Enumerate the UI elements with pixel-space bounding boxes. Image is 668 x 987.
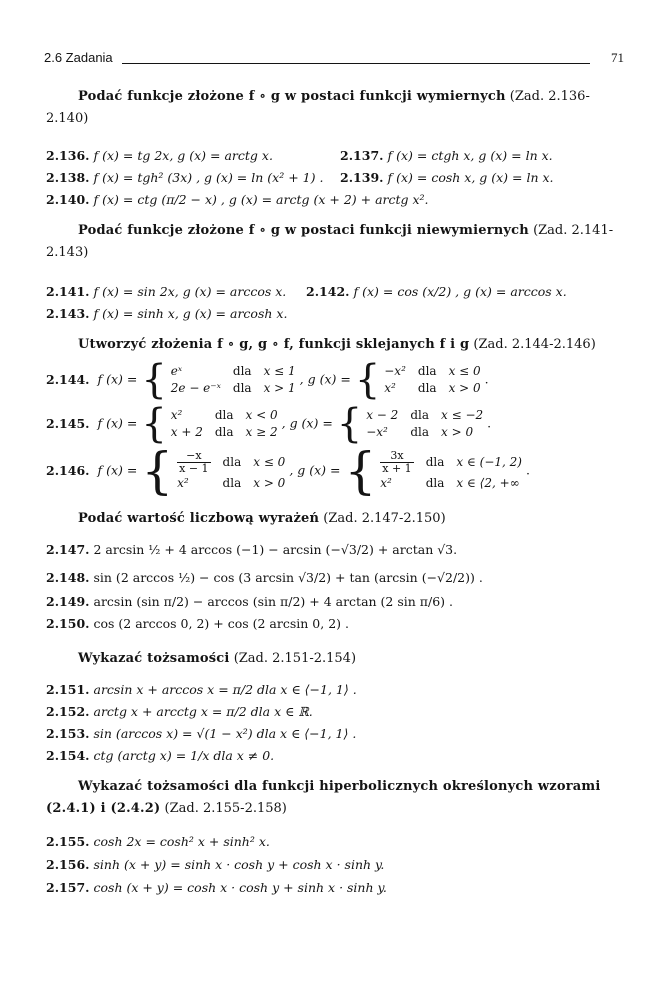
left-brace: {	[141, 401, 167, 447]
exercise-text: f (x) = sin 2x, g (x) = arccos x.	[93, 284, 287, 299]
f-piecewise	[171, 407, 278, 441]
exercise-number: 2.140.	[46, 192, 90, 207]
intro-irrational-bold: Podać funkcje złożone f ∘ g w postaci funkcji niewymiernych	[78, 223, 529, 238]
left-brace: {	[141, 442, 174, 500]
end-punct: .	[484, 371, 489, 387]
case-dla: dla	[425, 455, 445, 469]
f-label: f (x) =	[97, 462, 138, 478]
exercise-2-149	[46, 594, 453, 609]
case-dla: dla	[222, 476, 242, 490]
exercise-number: 2.155.	[46, 834, 90, 849]
fraction	[380, 450, 413, 475]
exercise-number: 2.143.	[46, 306, 90, 321]
case-dla: dla	[417, 381, 437, 395]
intro-irrational-range: (Zad. 2.141-2.143)	[46, 223, 614, 260]
case-dla: dla	[232, 364, 252, 378]
case-cond: x > 0	[441, 425, 474, 439]
case-expr: x²	[380, 476, 392, 490]
exercise-number: 2.141.	[46, 284, 90, 299]
f-piecewise	[171, 363, 296, 397]
fraction-denominator: x + 1	[382, 462, 412, 475]
case-dla: dla	[417, 364, 437, 378]
exercise-2-140	[46, 192, 429, 207]
case-cond: x ≤ 0	[448, 364, 481, 378]
intro-hyperbolic-bold: Wykazać tożsamości dla funkcji hiperbolicznych określonych wzorami (2.4.1) i (2.4.2)	[46, 779, 601, 816]
case-dla: dla	[425, 476, 445, 490]
exercise-number: 2.146.	[46, 462, 90, 478]
case-expr: x + 2	[170, 425, 203, 439]
case-expr: x²	[170, 408, 183, 422]
exercise-number: 2.153.	[46, 726, 90, 741]
exercise-number: 2.148.	[46, 570, 90, 585]
left-brace: {	[354, 357, 381, 403]
exercise-text: f (x) = tgh² (3x) , g (x) = ln (x² + 1) .	[93, 170, 324, 185]
exercise-text: sin (arccos x) = √(1 − x²) dla x ∈ ⟨−1, 1⟩ .	[93, 726, 357, 741]
exercise-2-141	[46, 284, 286, 299]
page-number: 71	[611, 50, 624, 65]
intro-rational-bold: Podać funkcje złożone f ∘ g w postaci funkcji wymiernych	[78, 89, 506, 104]
exercise-2-156	[46, 857, 384, 872]
left-brace: {	[344, 442, 377, 500]
exercise-text: cosh (x + y) = cosh x · cosh y + sinh x · sinh y.	[93, 880, 387, 895]
f-piecewise	[177, 450, 285, 492]
case-dla: dla	[222, 455, 242, 469]
intro-values-range: (Zad. 2.147-2.150)	[323, 511, 446, 526]
case-dla: dla	[232, 381, 252, 395]
left-brace: {	[141, 357, 167, 403]
exercise-2-154	[46, 748, 274, 763]
running-header	[44, 50, 624, 68]
intro-identities	[46, 648, 618, 670]
g-piecewise	[366, 407, 483, 441]
exercise-2-153	[46, 726, 356, 741]
exercise-text: cos (2 arccos 0, 2) + cos (2 arcsin 0, 2) .	[93, 616, 349, 631]
exercise-2-137	[340, 148, 553, 163]
case-cond: x ∈ (−1, 2)	[456, 455, 522, 469]
fraction-numerator: 3x	[380, 450, 413, 463]
exercise-text: sin (2 arccos ½) − cos (3 arcsin √3/2) + tan (arcsin (−√2/2)) .	[93, 570, 483, 585]
header-rule	[122, 63, 590, 64]
exercise-number: 2.137.	[340, 148, 384, 163]
case-cond: x ≤ 1	[263, 364, 296, 378]
exercise-text: cosh 2x = cosh² x + sinh² x.	[93, 834, 270, 849]
g-piecewise	[384, 363, 480, 397]
case-dla: dla	[214, 425, 234, 439]
case-expr: x²	[384, 381, 396, 395]
exercise-2-142	[306, 284, 567, 299]
section-title: 2.6 Zadania	[44, 50, 113, 65]
exercise-number: 2.157.	[46, 880, 90, 895]
case-dla: dla	[410, 425, 429, 439]
intro-identities-range: (Zad. 2.151-2.154)	[233, 651, 357, 666]
exercise-number: 2.142.	[306, 284, 350, 299]
f-label: f (x) =	[97, 415, 138, 431]
exercise-text: f (x) = ctg (π/2 − x) , g (x) = arctg (x + 2) + arctg x².	[93, 192, 429, 207]
intro-irrational	[46, 220, 618, 264]
end-punct: .	[525, 462, 530, 478]
exercise-number: 2.152.	[46, 704, 90, 719]
exercise-number: 2.147.	[46, 542, 90, 557]
exercise-number: 2.151.	[46, 682, 90, 697]
exercise-2-152	[46, 704, 313, 719]
g-piecewise	[380, 450, 522, 492]
exercise-text: f (x) = ctgh x, g (x) = ln x.	[387, 148, 553, 163]
exercise-2-151	[46, 682, 357, 697]
case-dla: dla	[214, 408, 234, 422]
case-expr: −x²	[366, 425, 388, 439]
g-label: , g (x) =	[299, 371, 351, 387]
intro-piecewise-range: (Zad. 2.144-2.146)	[473, 337, 596, 352]
fraction	[177, 450, 210, 475]
exercise-2-155	[46, 834, 270, 849]
exercise-2-148	[46, 570, 483, 585]
case-cond: x ≤ −2	[441, 408, 484, 422]
left-brace: {	[336, 401, 363, 447]
exercise-2-138	[46, 170, 323, 185]
case-cond: x ≥ 2	[245, 425, 278, 439]
case-cond: x > 0	[448, 381, 481, 395]
intro-hyperbolic-range: (Zad. 2.155-2.158)	[164, 801, 287, 816]
exercise-text: f (x) = sinh x, g (x) = arcosh x.	[93, 306, 288, 321]
case-expr: x²	[177, 476, 189, 490]
exercise-2-144	[46, 357, 489, 403]
case-expr: −x²	[384, 364, 406, 378]
exercise-2-147	[46, 542, 457, 557]
exercise-number: 2.145.	[46, 415, 90, 431]
exercise-text: f (x) = cosh x, g (x) = ln x.	[387, 170, 554, 185]
exercise-text: 2 arcsin ½ + 4 arccos (−1) − arcsin (−√3/2) + arctan √3.	[93, 542, 458, 557]
case-cond: x > 0	[253, 476, 286, 490]
fraction-denominator: x − 1	[179, 462, 209, 475]
case-dla: dla	[410, 408, 429, 422]
exercise-text: arcsin x + arccos x = π/2 dla x ∈ ⟨−1, 1⟩ .	[93, 682, 357, 697]
intro-values-bold: Podać wartość liczbową wyrażeń	[78, 511, 320, 526]
exercise-2-136	[46, 148, 273, 163]
intro-rational-range: (Zad. 2.136-2.140)	[46, 89, 590, 126]
exercise-2-145	[46, 401, 492, 447]
g-label: , g (x) =	[281, 415, 333, 431]
case-cond: x ≤ 0	[253, 455, 286, 469]
f-label: f (x) =	[97, 371, 138, 387]
intro-piecewise	[46, 334, 618, 356]
exercise-text: sinh (x + y) = sinh x · cosh y + cosh x · sinh y.	[93, 857, 385, 872]
case-cond: x < 0	[245, 408, 278, 422]
exercise-text: arcsin (sin π/2) − arccos (sin π/2) + 4 arctan (2 sin π/6) .	[93, 594, 453, 609]
exercise-number: 2.138.	[46, 170, 90, 185]
case-expr: 2e − e⁻ˣ	[170, 381, 221, 395]
exercise-text: f (x) = tg 2x, g (x) = arctg x.	[93, 148, 273, 163]
exercise-2-143	[46, 306, 287, 321]
intro-hyperbolic	[46, 776, 618, 820]
exercise-text: ctg (arctg x) = 1/x dla x ≠ 0.	[93, 748, 275, 763]
fraction-numerator: −x	[177, 450, 210, 463]
exercise-2-146	[46, 442, 530, 500]
exercise-2-139	[340, 170, 554, 185]
exercise-number: 2.136.	[46, 148, 90, 163]
case-cond: x ∈ ⟨2, +∞	[456, 476, 520, 490]
exercise-number: 2.150.	[46, 616, 90, 631]
exercise-text: arctg x + arcctg x = π/2 dla x ∈ ℝ.	[93, 704, 313, 719]
exercise-2-150	[46, 616, 349, 631]
exercise-number: 2.156.	[46, 857, 90, 872]
intro-identities-bold: Wykazać tożsamości	[78, 651, 230, 666]
exercise-number: 2.139.	[340, 170, 384, 185]
case-expr: x − 2	[366, 408, 399, 422]
exercise-2-157	[46, 880, 387, 895]
intro-rational	[46, 86, 618, 130]
case-expr: eˣ	[170, 364, 183, 378]
exercise-text: f (x) = cos (x/2) , g (x) = arccos x.	[353, 284, 567, 299]
exercise-number: 2.149.	[46, 594, 90, 609]
exercise-number: 2.144.	[46, 371, 90, 387]
case-cond: x > 1	[263, 381, 296, 395]
end-punct: .	[487, 415, 492, 431]
g-label: , g (x) =	[289, 462, 341, 478]
intro-piecewise-bold: Utworzyć złożenia f ∘ g, g ∘ f, funkcji sklejanych f i g	[78, 337, 470, 352]
intro-values	[46, 508, 618, 530]
exercise-number: 2.154.	[46, 748, 90, 763]
